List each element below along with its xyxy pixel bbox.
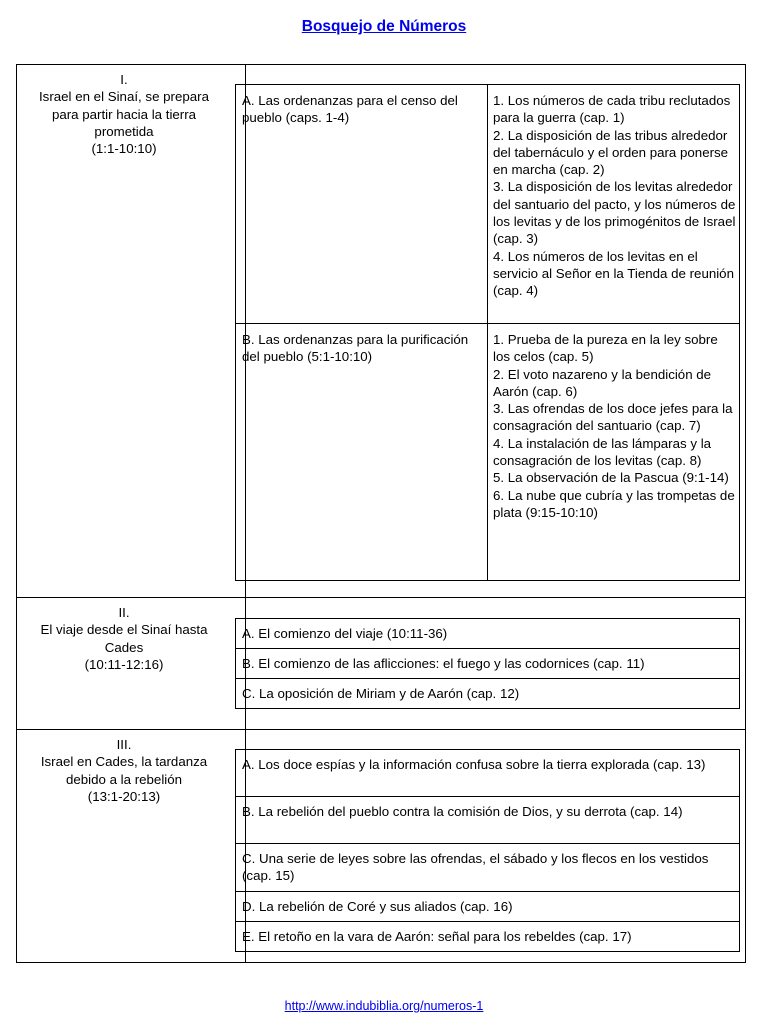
part-detail: 4. La instalación de las lámparas y la consagración de los levitas (cap. 8) <box>493 435 712 469</box>
section-heading-line: debido a la rebelión <box>65 771 183 787</box>
section-3-item <box>235 796 740 844</box>
part-detail: 6. La nube que cubría y las trompetas de plata (9:15-10:10) <box>493 487 735 520</box>
part-a-details <box>493 92 737 300</box>
item-text: A. Los doce espías y la información confusa sobre la tierra explorada (cap. 13) <box>242 757 706 772</box>
item-text: B. La rebelión del pueblo contra la comisión de Dios, y su derrota (cap. 14) <box>242 804 683 819</box>
item-text: A. El comienzo del viaje (10:11-36) <box>242 626 448 641</box>
item-text: E. El retoño en la vara de Aarón: señal para los rebeldes (cap. 17) <box>242 929 632 944</box>
section-2-item <box>235 648 740 679</box>
section-3-heading <box>21 736 227 805</box>
section-1-heading <box>21 71 227 157</box>
section-heading-line: prometida <box>94 123 154 139</box>
part-b-details <box>493 331 737 521</box>
section-heading-line: Israel en Cades, la tardanza <box>40 754 208 770</box>
part-a-label: A. Las ordenanzas para el censo del pueblo (caps. 1-4) <box>242 93 458 126</box>
section-1-parts-table <box>235 84 740 581</box>
part-detail: 3. Las ofrendas de los doce jefes para la consagración del santuario (cap. 7) <box>493 401 733 434</box>
section-heading-line: (10:11-12:16) <box>84 656 164 672</box>
part-detail: 5. La observación de la Pascua (9:1-14) <box>493 470 729 486</box>
part-detail: 1. Los números de cada tribu reclutados para la guerra (cap. 1) <box>493 93 731 126</box>
item-text: B. El comienzo de las aflicciones: el fuego y las codornices (cap. 11) <box>242 656 645 671</box>
section-heading-line: (13:1-20:13) <box>87 788 161 804</box>
part-detail: 3. La disposición de los levitas alrededor del santuario del pacto, y los números de los levitas y de los primogénitos de Israel (cap. 3) <box>493 179 736 247</box>
part-detail: 1. Prueba de la pureza en la ley sobre los celos (cap. 5) <box>493 332 718 365</box>
section-3-item <box>235 749 740 797</box>
item-text: D. La rebelión de Coré y sus aliados (cap. 16) <box>242 899 513 914</box>
section-2 <box>16 597 746 730</box>
section-heading-line: (1:1-10:10) <box>91 141 157 157</box>
section-2-item <box>235 678 740 709</box>
source-link[interactable]: http://www.indubiblia.org/numeros-1 <box>284 999 484 1013</box>
section-heading-line: para partir hacia la tierra <box>51 106 197 122</box>
part-b-label: B. Las ordenanzas para la purificación del pueblo (5:1-10:10) <box>242 332 469 365</box>
section-numeral: III. <box>116 737 132 752</box>
section-3-item <box>235 921 740 952</box>
section-3 <box>16 729 746 963</box>
parts-row-divider <box>236 323 739 324</box>
part-detail: 4. Los números de los levitas en el servicio al Señor en la Tienda de reunión (cap. 4) <box>493 248 734 299</box>
section-2-item <box>235 618 740 649</box>
page-title: Bosquejo de Números <box>301 18 467 35</box>
section-2-heading <box>21 604 227 673</box>
part-detail: 2. El voto nazareno y la bendición de Aarón (cap. 6) <box>493 366 712 399</box>
part-detail: 2. La disposición de las tribus alrededor del tabernáculo y el orden para ponerse en marcha (cap. 2) <box>493 127 729 178</box>
section-heading-line: Cades <box>104 639 144 655</box>
item-text: C. La oposición de Miriam y de Aarón (cap. 12) <box>242 686 520 701</box>
section-numeral: II. <box>118 605 130 620</box>
parts-column-divider <box>487 85 488 580</box>
section-heading-line: El viaje desde el Sinaí hasta <box>40 622 208 638</box>
section-3-item <box>235 891 740 922</box>
section-heading-line: Israel en el Sinaí, se prepara <box>38 89 209 105</box>
section-numeral: I. <box>120 72 128 87</box>
section-1 <box>16 64 746 598</box>
item-text: C. Una serie de leyes sobre las ofrendas, el sábado y los flecos en los vestidos (cap. 15) <box>242 851 709 884</box>
section-3-item <box>235 843 740 892</box>
